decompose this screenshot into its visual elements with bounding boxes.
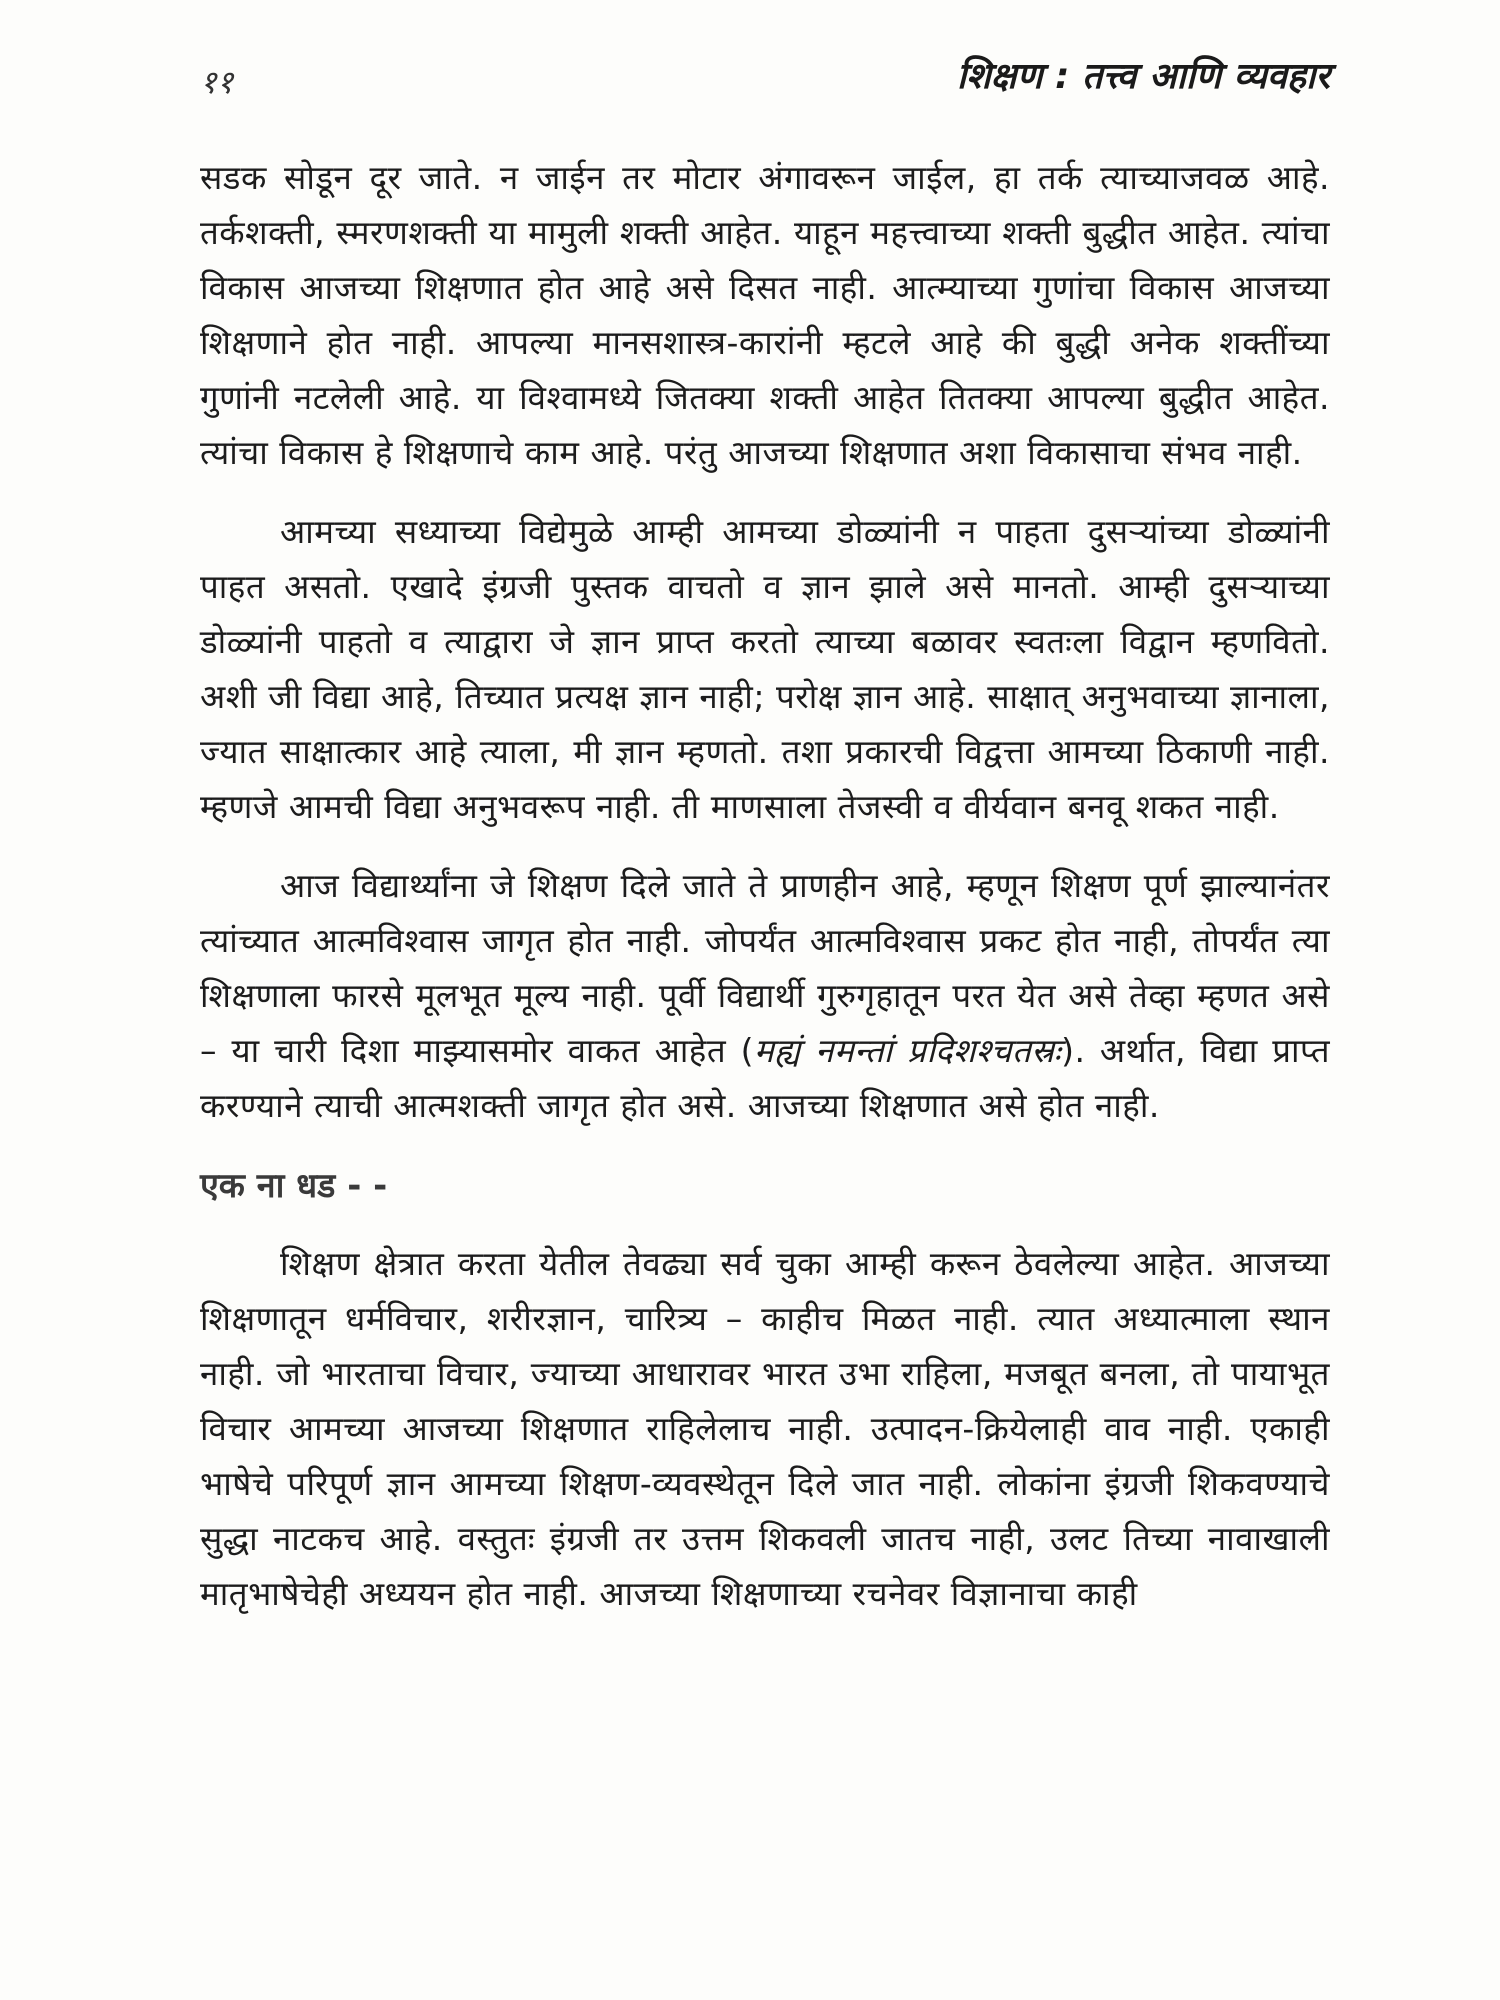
section-paragraph-1: शिक्षण क्षेत्रात करता येतील तेवढ्या सर्व चुका आम्ही करून ठेवलेल्या आहेत. आजच्या शिक्षणातून धर्मविचार, शरीरज्ञान, चारित्र्य – काहीच मिळत नाही. त्यात अध्यात्माला स्थान नाही. जो भारताचा विचार, ज्याच्या आधारावर भारत उभा राहिला, मजबूत बनला, तो पायाभूत विचार आमच्या आजच्या शिक्षणात राहिलेलाच नाही. उत्पादन-क्रियेलाही वाव नाही. एकाही भाषेचे परिपूर्ण ज्ञान आमच्या शिक्षण-व्यवस्थेतून दिले जात नाही. लोकांना इंग्रजी शिकवण्याचे सुद्धा नाटकच आहे. वस्तुतः इंग्रजी तर उत्तम शिकवली जातच नाही, उलट तिच्या नावाखाली मातृभाषेचेही अध्ययन होत नाही. आजच्या शिक्षणाच्या रचनेवर विज्ञानाचा काही [200,1244,1330,1613]
paragraph-3 [200,858,1330,1133]
page-number: ११ [200,63,234,101]
body-text [200,150,1330,1621]
paragraph-3-text-before: आज विद्यार्थ्यांना जे शिक्षण दिले जाते ते प्राणहीन आहे, म्हणून शिक्षण पूर्ण झाल्यानंतर त्यांच्यात आत्मविश्वास जागृत होत नाही. जोपर्यंत आत्मविश्वास प्रकट होत नाही, तोपर्यंत त्या शिक्षणाला फारसे मूलभूत मूल्य नाही. पूर्वी विद्यार्थी गुरुगृहातून परत येत असे तेव्हा म्हणत असे – या चारी दिशा माझ्यासमोर वाकत आहेत ( [200,866,1330,1070]
paragraph-1: सडक सोडून दूर जाते. न जाईन तर मोटार अंगावरून जाईल, हा तर्क त्याच्याजवळ आहे. तर्कशक्ती, स्मरणशक्ती या मामुली शक्ती आहेत. याहून महत्त्वाच्या शक्ती बुद्धीत आहेत. त्यांचा विकास आजच्या शिक्षणात होत आहे असे दिसत नाही. आत्म्याच्या गुणांचा विकास आजच्या शिक्षणाने होत नाही. आपल्या मानसशास्त्र-कारांनी म्हटले आहे की बुद्धी अनेक शक्तींच्या गुणांनी नटलेली आहे. या विश्वामध्ये जितक्या शक्ती आहेत तितक्या आपल्या बुद्धीत आहेत. त्यांचा विकास हे शिक्षणाचे काम आहे. परंतु आजच्या शिक्षणात अशा विकासाचा संभव नाही. [200,158,1330,472]
section-heading: एक ना धड - - [200,1166,388,1206]
book-page [200,40,1330,1980]
running-head: शिक्षण : तत्त्व आणि व्यवहार [956,56,1330,97]
paragraph-3-text-after: ). अर्थात, विद्या प्राप्त करण्याने त्याची आत्मशक्ती जागृत होत असे. आजच्या शिक्षणात असे होत नाही. [200,1031,1331,1125]
sanskrit-quote: मह्यं नमन्तां प्रदिशश्चतस्रः [753,1031,1062,1070]
page-header [200,40,1330,110]
paragraph-2: आमच्या सध्याच्या विद्येमुळे आम्ही आमच्या डोळ्यांनी न पाहता दुसऱ्यांच्या डोळ्यांनी पाहत असतो. एखादे इंग्रजी पुस्तक वाचतो व ज्ञान झाले असे मानतो. आम्ही दुसऱ्याच्या डोळ्यांनी पाहतो व त्याद्वारा जे ज्ञान प्राप्त करतो त्याच्या बळावर स्वतःला विद्वान म्हणवितो. अशी जी विद्या आहे, तिच्यात प्रत्यक्ष ज्ञान नाही; परोक्ष ज्ञान आहे. साक्षात् अनुभवाच्या ज्ञानाला, ज्यात साक्षात्कार आहे त्याला, मी ज्ञान म्हणतो. तशा प्रकारची विद्वत्ता आमच्या ठिकाणी नाही. म्हणजे आमची विद्या अनुभवरूप नाही. ती माणसाला तेजस्वी व वीर्यवान बनवू शकत नाही. [200,512,1330,826]
